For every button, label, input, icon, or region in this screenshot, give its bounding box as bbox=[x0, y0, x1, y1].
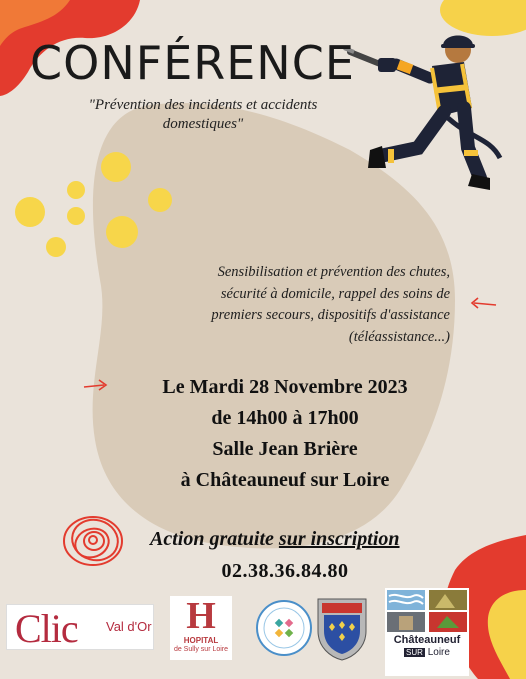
registration-prefix: Action gratuite bbox=[150, 528, 279, 550]
firefighter-illustration bbox=[340, 28, 510, 198]
chateauneuf-logo-loire bbox=[385, 647, 469, 658]
clic-logo bbox=[6, 604, 154, 650]
dot bbox=[101, 152, 131, 182]
dot bbox=[15, 197, 45, 227]
event-venue: Salle Jean Brière bbox=[212, 438, 358, 460]
dot bbox=[148, 188, 172, 212]
hopital-logo-initial: H bbox=[186, 595, 216, 637]
clic-logo-text: Clic bbox=[15, 606, 78, 651]
chateauneuf-logo-mark bbox=[385, 588, 469, 634]
description-line: Sensibilisation et prévention des chutes, bbox=[217, 264, 450, 280]
registration-emphasis: sur inscription bbox=[278, 528, 400, 550]
event-date: Le Mardi 28 Novembre 2023 bbox=[162, 376, 408, 398]
description-line: sécurité à domicile, rappel des soins de bbox=[220, 285, 450, 302]
circular-seal-logo bbox=[256, 598, 312, 660]
dot bbox=[46, 237, 66, 257]
dot bbox=[67, 181, 85, 199]
chateauneuf-logo-name: Châteauneuf bbox=[393, 634, 461, 646]
description bbox=[120, 262, 450, 348]
chateauneuf-logo-sur: SUR bbox=[406, 648, 423, 657]
chateauneuf-logo bbox=[385, 588, 469, 676]
hopital-logo bbox=[170, 596, 232, 660]
phone-number: 02.38.36.84.80 bbox=[221, 560, 349, 582]
chateauneuf-logo-loire-text: Loire bbox=[427, 647, 450, 658]
hopital-logo-place: de Sully sur Loire bbox=[173, 646, 229, 653]
clic-logo-region: Val d'Or bbox=[106, 619, 152, 634]
event-details bbox=[110, 372, 460, 496]
dot bbox=[67, 207, 85, 225]
arrow-right-icon bbox=[472, 298, 496, 308]
hopital-logo-name: HOPITAL bbox=[183, 636, 219, 645]
page-title: CONFÉRENCE bbox=[30, 36, 355, 90]
registration-note bbox=[150, 528, 470, 551]
red-scribble bbox=[64, 515, 122, 566]
description-line: premiers secours, dispositifs d'assistance bbox=[211, 307, 450, 323]
event-time: de 14h00 à 17h00 bbox=[211, 407, 359, 429]
description-line: (téléassistance...) bbox=[348, 328, 450, 345]
firefighters-crest-logo bbox=[316, 597, 368, 661]
subtitle: "Prévention des incidents et accidents domestiques" bbox=[88, 97, 318, 132]
dot bbox=[106, 216, 138, 248]
event-city: à Châteauneuf sur Loire bbox=[180, 469, 390, 491]
